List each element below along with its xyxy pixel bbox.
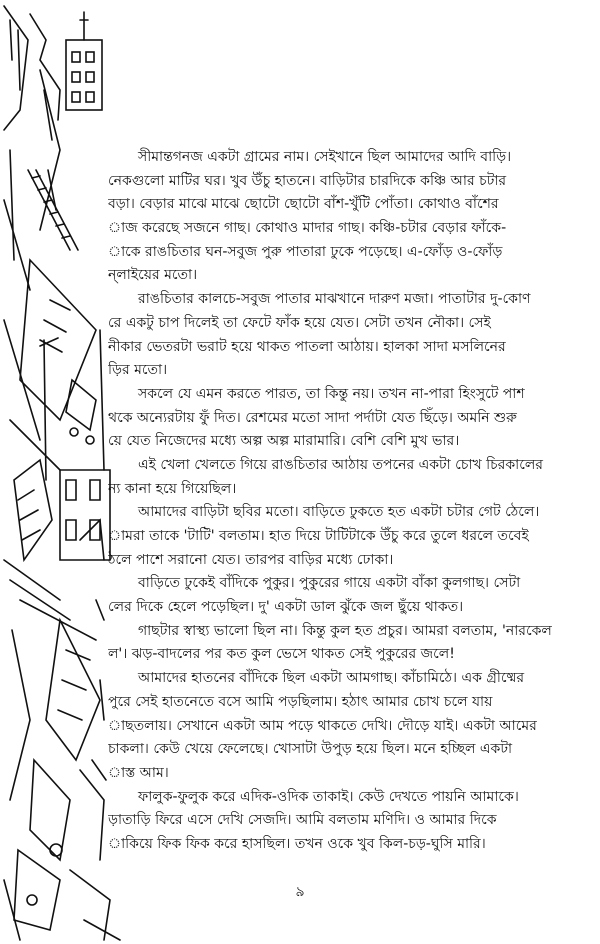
paragraph <box>108 383 590 454</box>
text-line: গাছটার স্বাস্থ্য ভালো ছিল না। কিন্তু কুল হত প্রচুর। আমরা বলতাম, 'নারকেল <box>138 622 552 639</box>
text-line: ফালুক-ফুলুক করে এদিক-ওদিক তাকাই। কেউ দেখতে পায়নি আমাকে। <box>138 788 519 805</box>
text-line: ল'। ঝড়-বাদলের পর কত কুল ভেসে থাকত সেই পুকুরের জলে! <box>108 646 455 663</box>
text-line: ড়ির মতো। <box>108 362 168 379</box>
text-line: ামরা তাকে 'টাটি' বলতাম। হাত দিয়ে টাটিটাকে উঁচু করে তুলে ধরলে তবেই <box>108 528 529 544</box>
paragraph <box>108 288 590 383</box>
paragraph <box>108 572 590 619</box>
body-text <box>108 146 590 857</box>
text-line: ন্য কানা হয়ে গিয়েছিল। <box>108 480 237 497</box>
text-line: বাড়িতে ঢুকেই বাঁদিকে পুকুর। পুকুরের গায়ে একটা বাঁকা কুলগাছ। সেটা <box>138 575 521 592</box>
text-line: সকলে যে এমন করতে পারত, তা কিন্তু নয়। তখন না-পারা হিংসুটে পাশ <box>138 385 525 402</box>
text-line: রাঙচিতার কালচে-সবুজ পাতার মাঝখানে দারুণ মজা। পাতাটার দু-কোণ <box>138 291 531 308</box>
text-line: লের দিকে হেলে পড়েছিল। দু' একটা ডাল ঝুঁকে জল ছুঁয়ে থাকত। <box>108 599 464 616</box>
text-line: বড়া। বেড়ার মাঝে মাঝে ছোটো ছোটো বাঁশ-খুঁটি পোঁতা। কোথাও বাঁশের <box>108 196 499 213</box>
text-line: াছতলায়। সেখানে একটা আম পড়ে থাকতে দেখি। দৌড়ে যাই। একটা আমের <box>108 717 537 734</box>
text-line: নীকার ভেতরটা ভরাট হয়ে থাকত পাতলা আঠায়। হালকা সাদা মসলিনের <box>108 338 506 355</box>
text-line: এই খেলা খেলতে গিয়ে রাঙচিতার আঠায় তপনের একটা চোখ চিরকালের <box>138 456 543 473</box>
page-number: ৯ <box>295 884 305 900</box>
paragraph <box>108 454 590 501</box>
text-line: াজ করেছে সজনে গাছ। কোথাও মাদার গাছ। কঞ্চি-চটার বেড়ার ফাঁকে- <box>108 220 507 237</box>
text-line: ঠলে পাশে সরানো যেত। তারপর বাড়ির মধ্যে ঢোকা। <box>108 551 394 568</box>
text-line: থকে অন্যেরটায় ফুঁ দিত। রেশমের মতো সাদা পর্দাটা যেত ছিঁড়ে। অমনি শুরু <box>108 409 517 426</box>
paragraph <box>108 786 590 857</box>
text-line: আমাদের বাড়িটা ছবির মতো। বাড়িতে ঢুকতে হত একটা চটার গেট ঠেলে। <box>138 504 540 521</box>
paragraph <box>108 501 590 572</box>
text-line: আমাদের হাতনের বাঁদিকে ছিল একটা আমগাছ। কাঁচামিঠে। এক গ্রীষ্মের <box>138 670 525 687</box>
text-line: াকিয়ে ফিক ফিক করে হাসছিল। তখন ওকে খুব কিল-চড়-ঘুসি মারি। <box>108 835 486 852</box>
text-line: সীমান্তগনজ একটা গ্রামের নাম। সেইখানে ছিল আমাদের আদি বাড়ি। <box>138 149 512 165</box>
paragraph <box>108 620 590 667</box>
text-line: াস্ত আম। <box>108 764 169 781</box>
text-line: নেকগুলো মাটির ঘর। খুব উঁচু হাতনে। বাড়িটার চারদিকে কঞ্চি আর চটার <box>108 172 507 189</box>
text-line: পুরে সেই হাতনেতে বসে আমি পড়ছিলাম। হঠাৎ আমার চোখ চলে যায় <box>108 693 493 710</box>
text-line: য়ে যেত নিজেদের মধ্যে অল্প অল্প মারামারি। বেশি বেশি মুখ ভার। <box>108 433 460 450</box>
text-line: াকে রাঙচিতার ঘন-সবুজ পুরু পাতারা ঢুকে পড়েছে। এ-ফোঁড় ও-ফোঁড় <box>108 243 503 260</box>
paragraph <box>108 146 590 288</box>
text-line: ড়াতাড়ি ফিরে এসে দেখি সেজদি। আমি বলতাম মণিদি। ও আমার দিকে <box>108 812 497 829</box>
text-line: রে একটু চাপ দিলেই তা ফেটে ফাঁক হয়ে যেত। সেটা তখন নৌকা। সেই <box>108 314 491 331</box>
text-line: চাকলা। কেউ খেয়ে ফেলেছে। খোসাটা উপুড় হয়ে ছিল। মনে হচ্ছিল একটা <box>108 741 513 758</box>
paragraph <box>108 667 590 785</box>
text-line: ন্লাইয়ের মতো। <box>108 267 198 284</box>
